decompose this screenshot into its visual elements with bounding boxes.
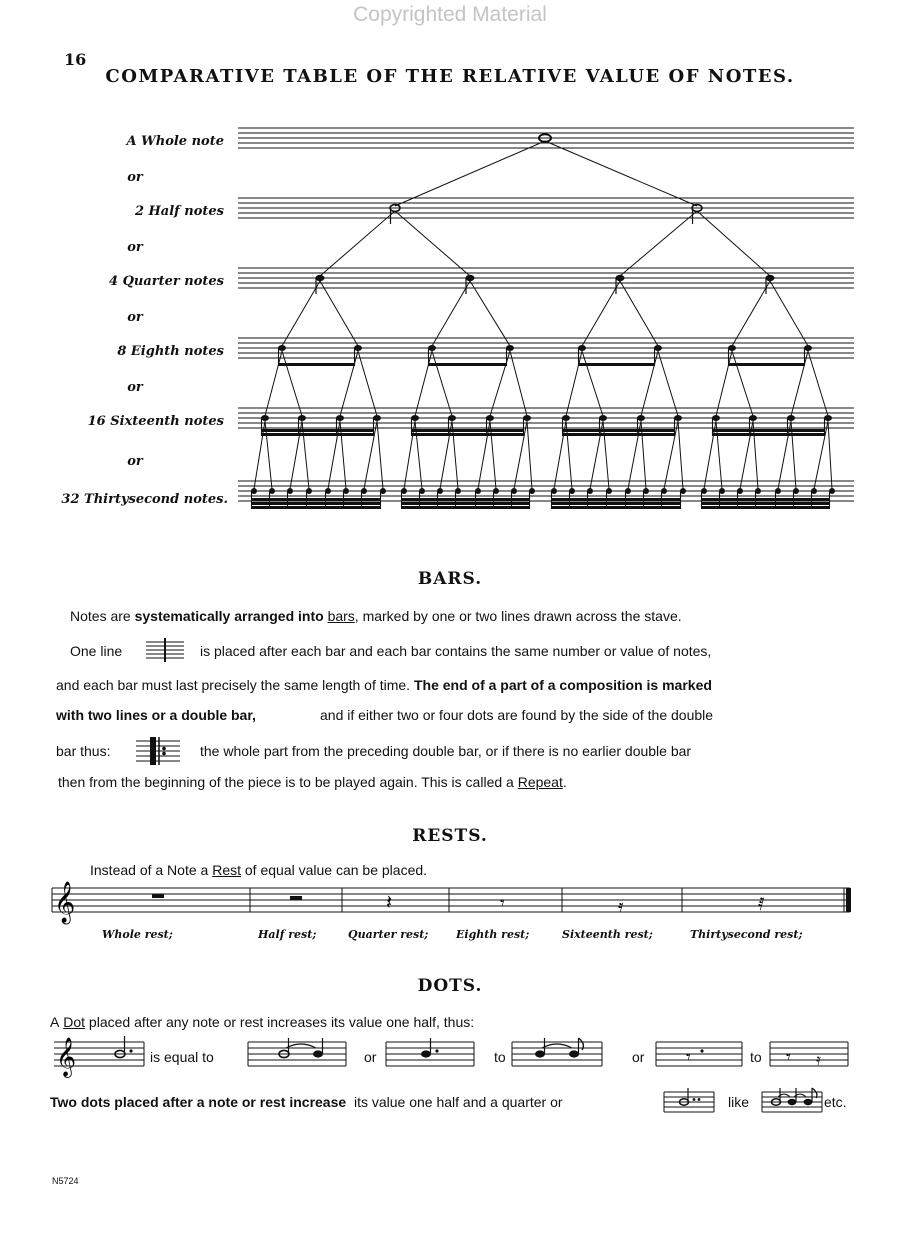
quarter-note: [466, 275, 475, 281]
bars-line-2-a: One line: [70, 643, 123, 659]
bars-line-5-a: bar thus:: [56, 743, 111, 759]
sixteenth-rest-icon: 𝄿: [816, 1050, 821, 1069]
note-beam: [563, 429, 675, 432]
note-beam: [262, 429, 374, 432]
tree-connector: [566, 351, 582, 416]
sixteenth-note: [261, 415, 269, 421]
note-beam: [262, 433, 374, 436]
label-half-notes: 2 Half notes: [134, 204, 224, 219]
note-beam: [713, 433, 825, 436]
tree-connector: [510, 351, 527, 416]
note-beam: [402, 498, 530, 501]
quarter-rest-icon: 𝄽: [386, 890, 393, 914]
note-beam: [702, 498, 830, 501]
tree-connector: [265, 351, 282, 416]
or-label: or: [127, 240, 143, 255]
note-beam: [412, 433, 524, 436]
sixteenth-note: [824, 415, 832, 421]
rests-heading: RESTS.: [412, 826, 488, 846]
note-beam: [729, 363, 805, 366]
thirtysecond-rest-icon: 𝅀: [758, 894, 765, 915]
to-label: to: [494, 1049, 506, 1065]
note-beam: [552, 498, 681, 501]
label-quarter-notes: 4 Quarter notes: [109, 274, 224, 289]
rests-intro: Instead of a Note a Rest of equal value can be placed.: [90, 862, 428, 878]
sixteenth-note: [674, 415, 682, 421]
bars-line-2-b: is placed after each bar and each bar contains the same number or value of notes,: [200, 643, 712, 659]
whole-rest-icon: [152, 894, 164, 898]
tree-connector: [282, 351, 302, 416]
tree-connector: [808, 351, 828, 416]
quarter-note: [766, 275, 775, 281]
note-beam: [579, 363, 655, 366]
bars-line-4-a: with two lines or a double bar,: [56, 707, 256, 723]
dots-line-1: A Dot placed after any note or rest increases its value one half, thus:: [50, 1014, 475, 1030]
label-eighth-notes: 8 Eighth notes: [117, 344, 224, 359]
rests-staff: [44, 882, 854, 922]
rests-tied-example: [770, 1038, 850, 1072]
note-value-tree: [0, 0, 900, 560]
tree-connector: [470, 281, 510, 346]
bars-line-1: Notes are systematically arranged into bars, marked by one or two lines drawn across the stave.: [70, 608, 682, 624]
quarter-tied-eighth-example: [512, 1038, 604, 1072]
bars-line-4-b: and if either two or four dots are found by the side of the double: [320, 707, 714, 723]
tree-connector: [432, 281, 470, 346]
sixteenth-rest-icon: 𝄿: [618, 896, 624, 917]
label-sixteenth-notes: 16 Sixteenth notes: [87, 414, 224, 429]
note-beam: [252, 506, 381, 509]
bars-line-3: and each bar must last precisely the same length of time. The end of a part of a composition is marked: [56, 677, 712, 693]
note-beam: [279, 363, 355, 366]
rest-label: Thirtysecond rest;: [690, 928, 803, 941]
tree-connector: [791, 351, 808, 416]
half-tied-quarter-eighth-example: [762, 1088, 824, 1118]
rest-label: Sixteenth rest;: [562, 928, 653, 941]
bars-heading: BARS.: [417, 569, 483, 589]
single-barline-example: [146, 638, 186, 664]
tree-connector: [395, 141, 545, 206]
tree-connector: [320, 211, 395, 276]
note-beam: [713, 429, 825, 432]
eighth-note: [578, 345, 586, 351]
note-beam: [402, 506, 530, 509]
eighth-note: [654, 345, 662, 351]
plate-number: N5724: [52, 1176, 79, 1186]
half-rest-icon: [290, 896, 302, 900]
dots-heading: DOTS.: [417, 976, 483, 996]
like-label: like: [728, 1094, 750, 1110]
quarter-note: [316, 275, 325, 281]
note-beam: [702, 506, 830, 509]
or-label: or: [127, 310, 143, 325]
sixteenth-note: [637, 415, 645, 421]
sixteenth-note: [448, 415, 456, 421]
tree-connector: [358, 351, 377, 416]
label-whole-note: A Whole note: [126, 134, 224, 149]
page-number: 16: [64, 50, 87, 69]
tree-connector: [620, 211, 697, 276]
note-beam: [429, 363, 507, 366]
tree-connector: [527, 421, 532, 489]
eighth-note: [354, 345, 362, 351]
etc-label: etc.: [824, 1094, 847, 1110]
sixteenth-note: [712, 415, 720, 421]
sixteenth-note: [411, 415, 419, 421]
note-beam: [412, 429, 524, 432]
sixteenth-note: [599, 415, 607, 421]
repeat-barline-example: [136, 736, 182, 766]
rest-label: Quarter rest;: [348, 928, 429, 941]
eighth-note: [804, 345, 812, 351]
tree-connector: [582, 281, 620, 346]
tree-connector: [320, 281, 358, 346]
note-beam: [702, 502, 830, 505]
tree-connector: [770, 281, 808, 346]
is-equal-to-label: is equal to: [150, 1049, 214, 1065]
tree-connector: [545, 141, 697, 206]
tree-connector: [732, 351, 753, 416]
tree-connector: [697, 211, 770, 276]
or-label: or: [127, 380, 143, 395]
page-title: COMPARATIVE TABLE OF THE RELATIVE VALUE OF NOTES.: [105, 66, 795, 87]
treble-clef-icon: 𝄞: [54, 882, 76, 923]
dots-line-2: Two dots placed after a note or rest increase its value one half and a quarter or: [50, 1094, 563, 1110]
sixteenth-note: [562, 415, 570, 421]
sixteenth-note: [787, 415, 795, 421]
double-dotted-half-example: [664, 1088, 716, 1118]
tree-connector: [395, 211, 470, 276]
treble-clef-icon: 𝄞: [56, 1037, 77, 1077]
or-label: or: [632, 1049, 645, 1065]
sixteenth-note: [749, 415, 757, 421]
tree-connector: [377, 421, 383, 489]
tree-connector: [432, 351, 452, 416]
dotted-quarter-rest-example: [656, 1038, 744, 1072]
rest-label: Half rest;: [258, 928, 317, 941]
sixteenth-note: [523, 415, 531, 421]
half-tied-quarter-example: [248, 1038, 348, 1072]
bars-line-5-b: the whole part from the preceding double bar, or if there is no earlier double bar: [200, 743, 692, 759]
tree-connector: [828, 421, 832, 489]
tree-connector: [282, 281, 320, 346]
eighth-rest-icon: 𝄾: [786, 1047, 791, 1068]
dotted-half-example: [50, 1034, 146, 1078]
eighth-note: [506, 345, 514, 351]
or-label: or: [127, 454, 143, 469]
tree-connector: [340, 351, 358, 416]
or-label: or: [127, 170, 143, 185]
quarter-rest-icon: 𝄾: [686, 1047, 691, 1068]
eighth-rest-icon: 𝄾: [500, 893, 505, 914]
sixteenth-note: [373, 415, 381, 421]
eighth-note: [728, 345, 736, 351]
rest-label: Eighth rest;: [456, 928, 530, 941]
tree-connector: [641, 351, 658, 416]
dotted-quarter-example: [386, 1038, 476, 1072]
note-beam: [402, 502, 530, 505]
or-label: or: [364, 1049, 377, 1065]
quarter-note: [616, 275, 625, 281]
note-beam: [552, 502, 681, 505]
tree-connector: [658, 351, 678, 416]
watermark: Copyrighted Material: [353, 3, 547, 26]
tree-connector: [582, 351, 603, 416]
sixteenth-note: [298, 415, 306, 421]
note-beam: [563, 433, 675, 436]
tree-connector: [620, 281, 658, 346]
tree-connector: [678, 421, 683, 489]
tree-connector: [415, 351, 432, 416]
tree-connector: [732, 281, 770, 346]
eighth-note: [278, 345, 286, 351]
tree-connector: [716, 351, 732, 416]
bars-line-6: then from the beginning of the piece is to be played again. This is called a Repeat.: [58, 774, 567, 790]
to-label: to: [750, 1049, 762, 1065]
note-beam: [252, 498, 381, 501]
note-beam: [552, 506, 681, 509]
label-thirtysecond-notes: 32 Thirtysecond notes.: [61, 492, 228, 507]
eighth-note: [428, 345, 436, 351]
sixteenth-note: [486, 415, 494, 421]
note-beam: [252, 502, 381, 505]
sixteenth-note: [336, 415, 344, 421]
rest-label: Whole rest;: [102, 928, 173, 941]
